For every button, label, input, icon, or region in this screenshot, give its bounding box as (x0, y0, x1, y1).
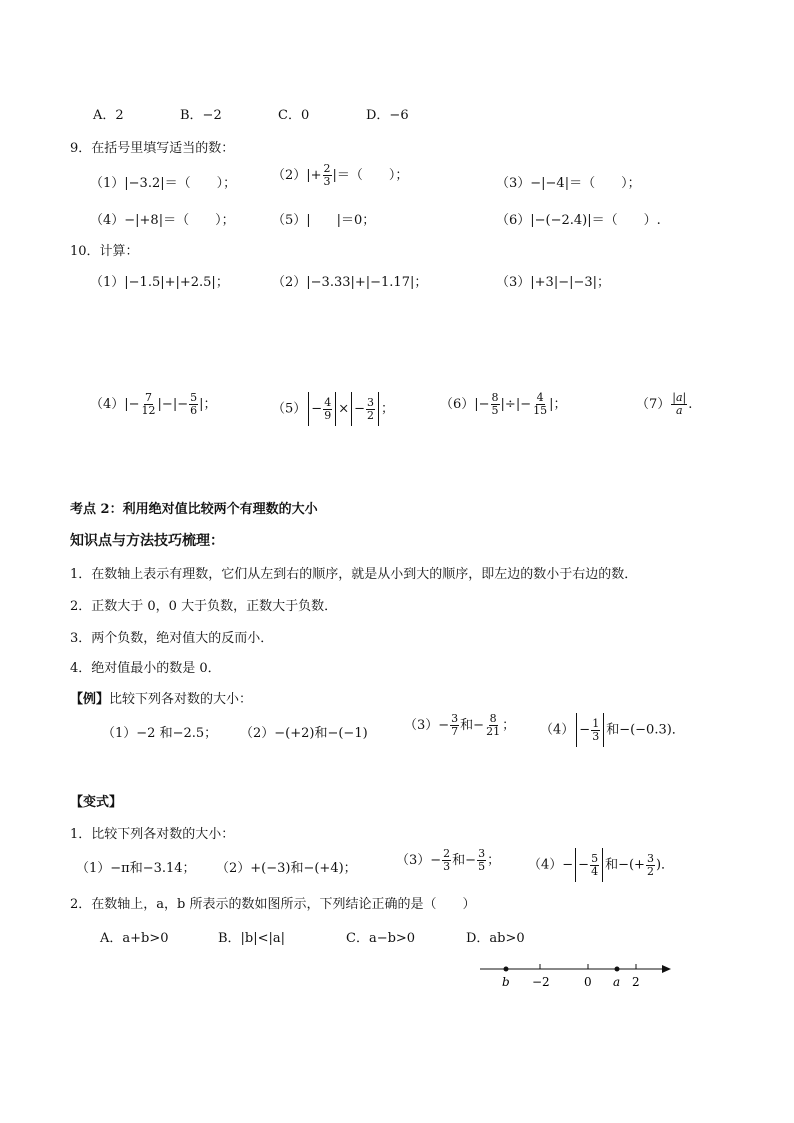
example-label: 【例】 (70, 692, 110, 707)
label-2: 2 (632, 975, 640, 989)
q10-item-1: （1）|−1.5|+|+2.5|； (90, 275, 229, 290)
abs-bar (351, 392, 352, 426)
q8-option-a: A．2 (93, 108, 124, 123)
fraction-denominator: 12 (141, 404, 156, 417)
variant-q1-item-3 (396, 848, 500, 873)
fraction (671, 392, 687, 417)
variant-q2-title: 2．在数轴上，a，b 所表示的数如图所示，下列结论正确的是（ ） (70, 897, 476, 912)
fraction-numerator: 4 (536, 391, 544, 404)
fraction-numerator: 1 (592, 716, 600, 730)
fraction-denominator: 9 (324, 408, 332, 422)
knowledge-point-4: 4．绝对值最小的数是 0． (70, 661, 221, 676)
q10-item-5: （5） − $\frac{4}{9}$ × − $\frac{3}{2}$ ； (272, 392, 394, 426)
fraction-denominator: 2 (646, 864, 654, 878)
fraction-denominator: 5 (491, 404, 499, 417)
q9-item-2-suffix: |＝（ ）； (332, 168, 409, 183)
fraction-numerator: 5 (190, 391, 198, 404)
q10-title: 10．计算： (70, 244, 139, 259)
q9-item-2-prefix: （2）|+ (272, 168, 322, 183)
q10-item-5-prefix: （5） (272, 401, 307, 417)
q10-item-2: （2）|−3.33|+|−1.17|； (272, 275, 428, 290)
fraction (591, 718, 600, 743)
variant-q1-item-4-middle: 和−(+ (605, 857, 645, 873)
q10-item-6-middle: |÷|− (500, 397, 532, 412)
label-0: 0 (584, 975, 592, 989)
knowledge-point-1: 1．在数轴上表示有理数，它们从左到右的顺序，就是从小到大的顺序，即左边的数小于右边的数． (70, 567, 638, 582)
fraction (141, 392, 157, 417)
fraction-denominator: 3 (323, 175, 331, 188)
q10-item-4 (90, 392, 216, 417)
fraction-numerator: 5 (591, 851, 599, 865)
fraction-numerator: 7 (145, 391, 153, 404)
fraction (323, 163, 332, 188)
point-a (615, 967, 620, 972)
q8-option-d: D．−6 (366, 108, 409, 123)
q10-item-6 (440, 392, 566, 417)
point-b (504, 967, 509, 972)
abs-bar (603, 713, 604, 747)
example-item-4-sign: − (579, 722, 591, 738)
fraction-denominator: 2 (367, 408, 374, 422)
variant-q1-item-4-suffix: )． (655, 857, 675, 873)
fraction-numerator: 3 (478, 847, 486, 860)
q8-option-b: B．−2 (180, 108, 222, 123)
abs-bar (308, 392, 309, 426)
fraction-numerator: 4 (324, 395, 332, 409)
example-item-3-middle: 和− (460, 718, 485, 733)
times-sign: × (338, 401, 350, 417)
q10-item-3: （3）|+3|−|−3|； (496, 275, 611, 290)
variant-q1-title: 1．比较下列各对数的大小： (70, 827, 235, 842)
fraction-numerator: 2 (323, 162, 331, 175)
fraction-denominator: 3 (443, 860, 451, 873)
variant-label: 【变式】 (70, 795, 123, 810)
fraction-numerator: 2 (443, 847, 451, 860)
label-minus-2: −2 (532, 975, 550, 989)
section-title: 考点 2：利用绝对值比较两个有理数的大小 (70, 502, 318, 517)
abs-bar (602, 848, 603, 882)
fraction-numerator: 3 (451, 712, 459, 725)
example-item-3-prefix: （3）− (404, 718, 450, 733)
fraction (323, 397, 332, 422)
variant-q1-item-3-prefix: （3）− (396, 853, 442, 868)
q10-item-4-middle: |−|− (157, 397, 189, 412)
fraction (477, 848, 486, 873)
fraction-numerator: |a| (672, 391, 687, 404)
fraction-denominator: 5 (478, 860, 486, 873)
variant-q1-item-2: （2）+(−3)和−(+4)； (216, 861, 357, 876)
label-a: a (613, 975, 621, 989)
example-text: 比较下列各对数的大小： (109, 692, 253, 707)
variant-q1-item-3-suffix: ； (487, 853, 501, 868)
example-item-4 (540, 713, 685, 747)
arrow-icon (662, 965, 671, 973)
variant-q2-option-a: A．a+b>0 (100, 931, 169, 946)
example-item-2: （2）−(+2)和−(−1) (240, 726, 368, 741)
abs-bar (378, 392, 379, 426)
fraction-numerator: 3 (367, 395, 374, 409)
variant-q1-item-4 (528, 848, 674, 882)
fraction (590, 853, 599, 878)
fraction (491, 392, 500, 417)
q10-item-6-suffix: |； (549, 397, 567, 412)
number-line-figure (476, 958, 676, 992)
variant-q1-item-1: （1）−π和−3.14； (76, 861, 196, 876)
example-heading (70, 688, 252, 707)
fraction-denominator: 21 (486, 725, 501, 738)
example-item-4-suffix: 和−(−0.3)． (606, 722, 685, 738)
q9-item-1: （1）|−3.2|＝（ ）； (90, 176, 237, 191)
q10-item-5-suffix: ； (381, 401, 395, 417)
fraction-denominator: 7 (451, 725, 459, 738)
fraction (366, 397, 375, 422)
knowledge-point-3: 3．两个负数，绝对值大的反而小． (70, 631, 274, 646)
fraction-numerator: 3 (646, 851, 654, 865)
fraction (485, 713, 501, 738)
fraction (646, 853, 655, 878)
abs-bar (575, 848, 576, 882)
variant-q1-item-4-prefix: （4）− (528, 857, 574, 873)
q9-title: 9．在括号里填写适当的数： (70, 141, 235, 156)
q9-item-3: （3）−|−4|＝（ ）； (496, 176, 641, 191)
fraction (189, 392, 198, 417)
example-item-3 (404, 713, 515, 738)
q10-item-7 (636, 392, 692, 417)
q10-item-4-suffix: |； (199, 397, 217, 412)
fraction-denominator: 4 (591, 864, 599, 878)
variant-q2-option-d: D．ab>0 (466, 931, 525, 946)
q9-item-6: （6）|−(−2.4)|＝（ ）. (496, 213, 661, 228)
fraction-denominator: a (675, 404, 683, 417)
example-item-1: （1）−2 和−2.5； (102, 726, 218, 741)
variant-q2-option-b: B．|b|<|a| (218, 931, 286, 946)
q10-item-4-prefix: （4）|− (90, 397, 140, 412)
q9-item-5: （5）| |＝0； (272, 213, 376, 228)
q9-item-4: （4）−|+8|＝（ ）； (90, 213, 235, 228)
q10-item-7-prefix: （7） (636, 397, 671, 412)
q9-item-2 (272, 163, 408, 188)
fraction-denominator: 15 (533, 404, 548, 417)
knowledge-point-2: 2．正数大于 0，0 大于负数，正数大于负数． (70, 599, 338, 614)
label-b: b (502, 975, 510, 989)
fraction-denominator: 3 (592, 729, 600, 743)
example-item-4-prefix: （4） (540, 722, 575, 738)
fraction-numerator: 8 (491, 391, 499, 404)
variant-q1-item-4-sign: − (578, 857, 590, 873)
q10-item-6-prefix: （6）|− (440, 397, 490, 412)
q8-option-c: C．0 (278, 108, 310, 123)
variant-q2-option-c: C．a−b>0 (346, 931, 416, 946)
q10-item-7-suffix: . (688, 397, 693, 412)
example-item-3-suffix: ； (502, 718, 516, 733)
abs-bar (335, 392, 336, 426)
section-subtitle: 知识点与方法技巧梳理： (70, 533, 224, 549)
variant-q1-item-3-middle: 和− (452, 853, 477, 868)
abs-bar (576, 713, 577, 747)
fraction-denominator: 6 (190, 404, 198, 417)
fraction-numerator: 8 (489, 712, 497, 725)
fraction (450, 713, 459, 738)
fraction (532, 392, 548, 417)
fraction (442, 848, 451, 873)
